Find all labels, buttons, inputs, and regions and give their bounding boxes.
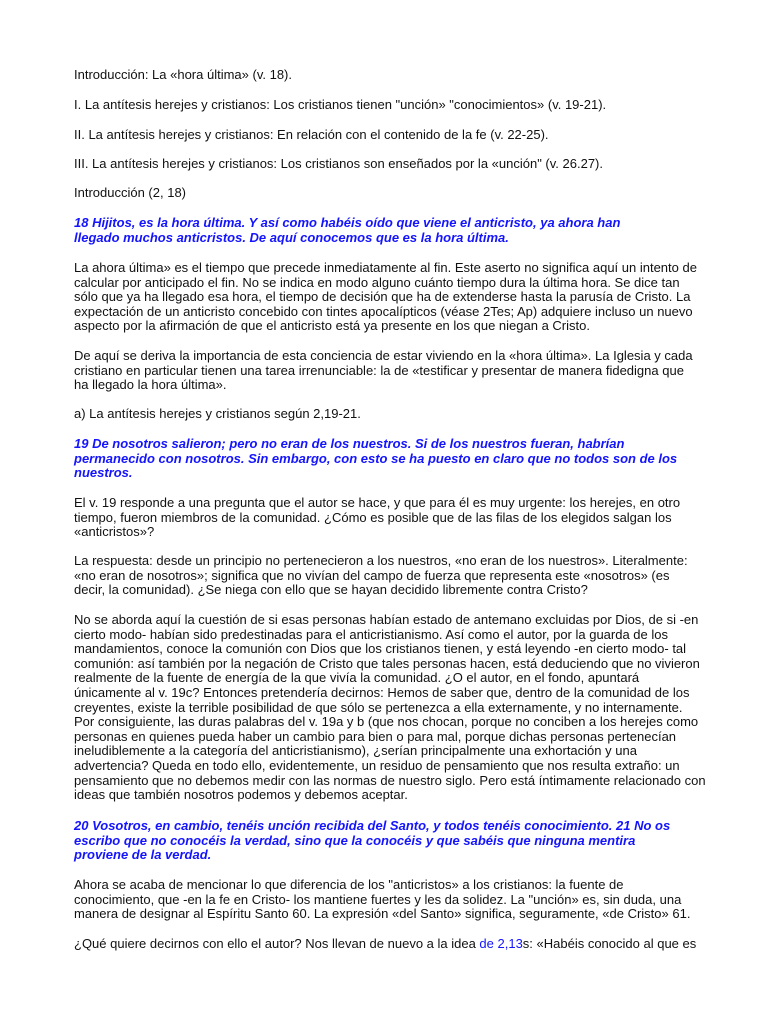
verse-line: permanecido con nosotros. Sin embargo, con esto se ha puesto en claro que no todos son de los [74, 450, 678, 466]
reference-link[interactable]: de 2,13 [479, 936, 523, 951]
paragraph-line: cristiano en particular tienen una tarea irrenunciable: la de «testificar y presentar de manera fidedigna que [74, 362, 684, 378]
paragraph-line: decir, la comunidad). ¿Se niega con ello que se hayan decidido libremente contra Cristo? [74, 582, 588, 598]
bible-verse [74, 819, 714, 863]
section-heading [74, 186, 714, 201]
paragraph-line: De aquí se deriva la importancia de esta conciencia de estar viviendo en la «hora última». La Iglesia y cada [74, 348, 693, 363]
paragraph-line: No se aborda aquí la cuestión de si esas personas habían estado de antemano excluidas por Dios, de si -en [74, 612, 699, 627]
paragraph-line: manera de designar al Espíritu Santo 60. La expresión «del Santo» significa, seguramente, «de Cristo» 61. [74, 906, 691, 922]
paragraph [74, 937, 714, 952]
verse-line: 18 Hijitos, es la hora última. Y así como habéis oído que viene el anticristo, ya ahora han [74, 215, 621, 230]
verse-line: escribo que no conocéis la verdad, sino que la conocéis y que sabéis que ninguna mentira [74, 832, 636, 848]
paragraph-line: Por consiguiente, las duras palabras del v. 19a y b (que nos chocan, porque no conciben a los herejes como [74, 714, 699, 730]
paragraph-line: Ahora se acaba de mencionar lo que diferencia de los "anticristos» a los cristianos: la fuente de [74, 877, 624, 892]
paragraph-line: «no eran de nosotros»; significa que no vivían del campo de fuerza que representa este «nosotros» (es [74, 567, 670, 583]
paragraph [74, 613, 714, 803]
verse-line: nuestros. [74, 465, 133, 481]
paragraph [74, 261, 714, 334]
paragraph-line: advertencia? Queda en todo ello, evidentemente, un residuo de pensamiento que nos resulta extraño: un [74, 757, 680, 773]
section-heading-text: Introducción (2, 18) [74, 185, 187, 200]
paragraph [74, 349, 714, 393]
paragraph-line: expectación de un anticristo concebido con tintes apocalípticos (véase 2Tes; Ap) adquiere incluso un nuevo [74, 303, 693, 319]
paragraph [74, 554, 714, 598]
paragraph-line: ha llegado la hora última». [74, 377, 227, 393]
outline-text: II. La antítesis herejes y cristianos: En relación con el contenido de la fe (v. 22-25). [74, 127, 549, 142]
paragraph-line: aspecto por la afirmación de que el anticristo está ya presente en los que niegan a Cristo. [74, 318, 590, 334]
paragraph-line: cierto modo- habían sido predestinadas para el anticristianismo. Así como el autor, por la guarda de los [74, 626, 669, 642]
text: ¿Qué quiere decirnos con ello el autor? Nos llevan de nuevo a la idea [74, 936, 480, 951]
paragraph-line: pensamiento que no debemos medir con las normas de nuestro siglo. Pero está íntimamente relacionado con [74, 772, 706, 788]
outline-text: I. La antítesis herejes y cristianos: Los cristianos tienen "unción» "conocimientos» (v. 19-21). [74, 97, 607, 112]
paragraph [74, 878, 714, 922]
paragraph-line: tiempo, fueron miembros de la comunidad. ¿Cómo es posible que de las filas de los elegidos salgan los [74, 509, 672, 525]
paragraph-line: ideas que también nosotros podemos y debemos aceptar. [74, 787, 408, 803]
outline-item [74, 157, 714, 172]
bible-verse [74, 437, 714, 481]
paragraph-line: «anticristos»? [74, 524, 155, 540]
paragraph-line: personas en quienes pueda haber un cambio para bien o para mal, porque dichas personas pertenecían [74, 728, 677, 744]
paragraph-line: El v. 19 responde a una pregunta que el autor se hace, y que para él es muy urgente: los herejes, en otro [74, 495, 681, 510]
outline-text: Introducción: La «hora última» (v. 18). [74, 67, 292, 82]
paragraph-line: comunión: así también por la negación de Cristo que tales personas hacen, está deduciendo que no vivieron [74, 655, 700, 671]
paragraph [74, 407, 714, 422]
verse-line: 20 Vosotros, en cambio, tenéis unción recibida del Santo, y todos tenéis conocimiento. 21 No os [74, 818, 671, 833]
paragraph-line: creyentes, existe la terrible posibilidad de que sólo se pertenezca a ella externamente, y no internamente. [74, 699, 683, 715]
verse-line: proviene de la verdad. [74, 847, 212, 863]
paragraph-line: únicamente al v. 19c? Entonces pretendería decirnos: Hemos de saber que, dentro de la comunidad de los [74, 684, 690, 700]
outline-item [74, 128, 714, 143]
paragraph-line: a) La antítesis herejes y cristianos según 2,19-21. [74, 406, 361, 421]
verse-line: llegado muchos anticristos. De aquí conocemos que es la hora última. [74, 229, 509, 245]
paragraph-line [74, 937, 714, 952]
bible-verse [74, 216, 714, 245]
paragraph-line: La respuesta: desde un principio no pertenecieron a los nuestros, «no eran de los nuestros». Literalmente: [74, 553, 688, 568]
paragraph-line: realmente de la fuente de energía de la que vivía la comunidad. ¿O el autor, en el fondo, apuntará [74, 670, 640, 686]
text: s: «Habéis conocido al que es [522, 936, 697, 951]
outline-text: III. La antítesis herejes y cristianos: Los cristianos son enseñados por la «unción" (v. 26.27). [74, 156, 603, 171]
outline-item [74, 98, 714, 113]
paragraph [74, 496, 714, 540]
paragraph-line: ineludiblemente a la categoría del anticristianismo), ¿serían principalmente una exhortación y una [74, 743, 637, 759]
paragraph-line: sólo que ya ha llegado esa hora, el tiempo de decisión que ha de extenderse hasta la parusía de Cristo. La [74, 289, 691, 305]
outline-item [74, 68, 714, 83]
paragraph-line: mandamientos, conoce la comunión con Dios que los cristianos tienen, y está leyendo -en cierto modo- tal [74, 641, 687, 657]
paragraph-line: conocimiento, que -en la fe en Cristo- los mantiene fuertes y les da solidez. La "unción» es, sin duda, una [74, 891, 682, 907]
verse-line: 19 De nosotros salieron; pero no eran de los nuestros. Si de los nuestros fueran, habrían [74, 436, 625, 451]
paragraph-line: La ahora última» es el tiempo que precede inmediatamente al fin. Este aserto no significa aquí un intento de [74, 260, 697, 275]
paragraph-line: calcular por anticipado el fin. No se indica en modo alguno cuánto tiempo dura la última hora. Se dice tan [74, 274, 680, 290]
